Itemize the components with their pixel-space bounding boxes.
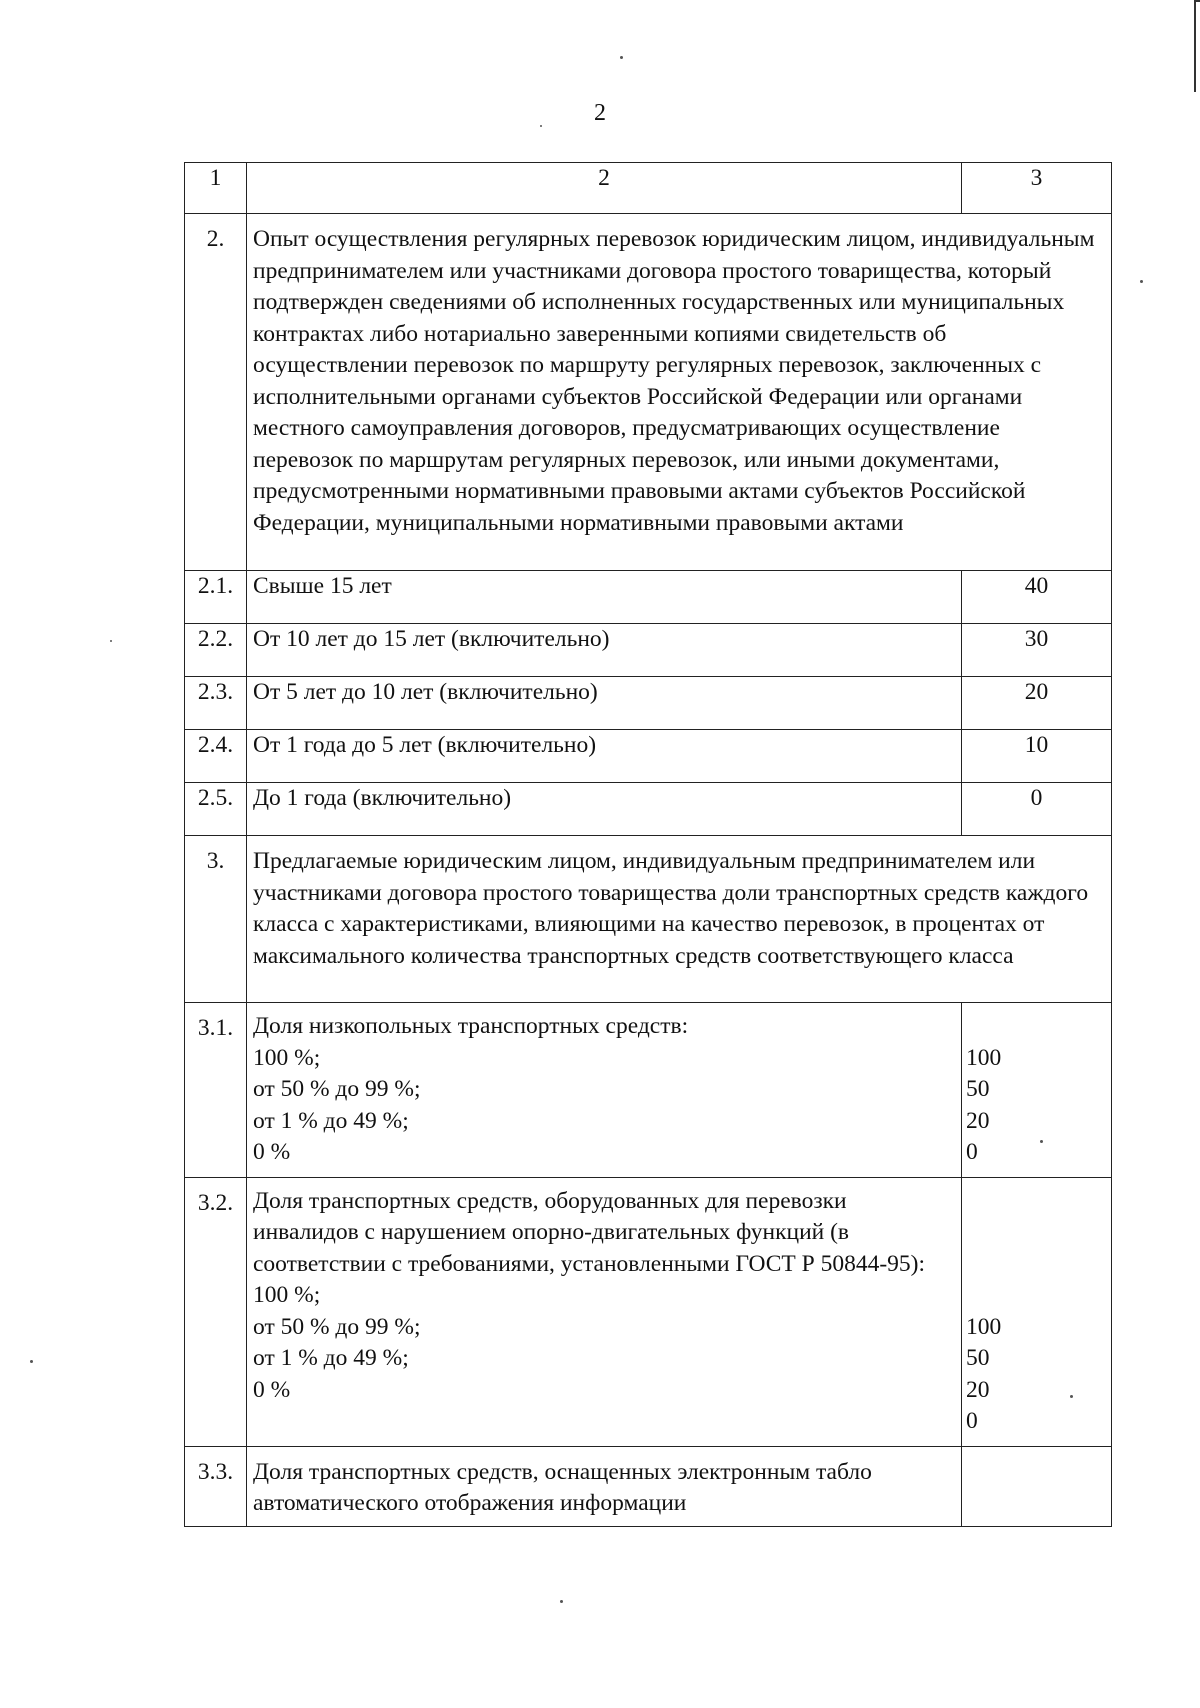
criteria-table (184, 162, 1112, 1527)
scan-speck (540, 125, 542, 127)
table-row (185, 571, 1112, 624)
option-label: 0 % (253, 1376, 291, 1403)
table-row (185, 1177, 1112, 1446)
row-number: 3. (185, 836, 247, 1003)
row-score: 10 (962, 730, 1112, 783)
option-label: 0 % (253, 1139, 291, 1165)
row-number: 2.4. (185, 730, 247, 783)
row-option-values (962, 1177, 1112, 1446)
row-text: От 10 лет до 15 лет (включительно) (247, 624, 962, 677)
row-text: До 1 года (включительно) (247, 783, 962, 836)
scan-speck (110, 640, 112, 642)
table-row (185, 1446, 1112, 1526)
row-number: 3.2. (185, 1177, 247, 1446)
row-text: Доля низкопольных транспортных средств: (253, 1013, 689, 1039)
row-option-values (962, 1003, 1112, 1178)
option-value: 0 (966, 1408, 978, 1434)
row-text: Предлагаемые юридическим лицом, индивидуальным предпринимателем или участниками договора простого товарищества доли транспортных средств каждого класса с характеристиками, влияющими на качество перевозок, в процентах от максимального количества транспортных средств соответствующего класса (247, 836, 1112, 1003)
table-row (185, 836, 1112, 1003)
row-number: 3.3. (185, 1446, 247, 1526)
scan-speck (30, 1360, 33, 1363)
option-value: 20 (966, 1376, 990, 1403)
table-header-row (185, 163, 1112, 214)
option-label: от 50 % до 99 %; (253, 1313, 421, 1340)
row-number: 2.5. (185, 783, 247, 836)
option-value: 50 (966, 1076, 990, 1102)
header-cell-3: 3 (962, 163, 1112, 214)
scan-speck (560, 1600, 563, 1603)
page-number: 2 (594, 100, 606, 126)
row-score (962, 1446, 1112, 1526)
table-row (185, 677, 1112, 730)
table-row (185, 730, 1112, 783)
row-score: 40 (962, 571, 1112, 624)
row-number: 2. (185, 214, 247, 571)
row-text: Опыт осуществления регулярных перевозок юридическим лицом, индивидуальным предпринимателем или участниками договора простого товарищества, который подтвержден сведениями об исполненных государственных или муниципальных контрактах либо нотариально заверенными копиями свидетельств об осуществлении перевозок по маршруту регулярных перевозок, заключенных с исполнительными органами субъектов Российской Федерации или органами местного самоуправления договоров, предусматривающих осуществление перевозок по маршрутам регулярных перевозок, или иными документами, предусмотренными нормативными правовыми актами субъектов Российской Федерации, муниципальными нормативными правовыми актами (247, 214, 1112, 571)
scan-edge-mark (1194, 0, 1200, 92)
row-text: От 1 года до 5 лет (включительно) (247, 730, 962, 783)
row-text: Свыше 15 лет (247, 571, 962, 624)
scan-speck (1040, 1140, 1043, 1143)
row-options (247, 1177, 962, 1446)
row-text: Доля транспортных средств, оборудованных для перевозки инвалидов с нарушением опорно-двигательных функций (в соответствии с требованиями, установленными ГОСТ Р 50844-95): (253, 1187, 926, 1277)
row-text: Доля транспортных средств, оснащенных электронным табло автоматического отображения информации (247, 1446, 962, 1526)
table-row (185, 783, 1112, 836)
scan-speck (1140, 280, 1143, 283)
option-label: 100 %; (253, 1044, 321, 1071)
row-number: 2.1. (185, 571, 247, 624)
row-score: 30 (962, 624, 1112, 677)
table-row (185, 214, 1112, 571)
row-number: 2.3. (185, 677, 247, 730)
option-value: 0 (966, 1139, 978, 1165)
option-label: от 50 % до 99 %; (253, 1076, 421, 1102)
option-label: 100 %; (253, 1282, 321, 1308)
table-row (185, 624, 1112, 677)
option-label: от 1 % до 49 %; (253, 1107, 409, 1134)
table-row (185, 1003, 1112, 1178)
row-options (247, 1003, 962, 1178)
row-score: 20 (962, 677, 1112, 730)
option-value: 100 (966, 1313, 1002, 1340)
option-value: 20 (966, 1107, 990, 1134)
row-score: 0 (962, 783, 1112, 836)
row-number: 3.1. (185, 1003, 247, 1178)
row-number: 2.2. (185, 624, 247, 677)
option-value: 100 (966, 1044, 1002, 1071)
header-cell-1: 1 (185, 163, 247, 214)
scan-speck (620, 56, 623, 59)
option-value: 50 (966, 1345, 990, 1371)
row-text: От 5 лет до 10 лет (включительно) (247, 677, 962, 730)
option-label: от 1 % до 49 %; (253, 1345, 409, 1371)
header-cell-2: 2 (247, 163, 962, 214)
scan-speck (1070, 1395, 1073, 1398)
